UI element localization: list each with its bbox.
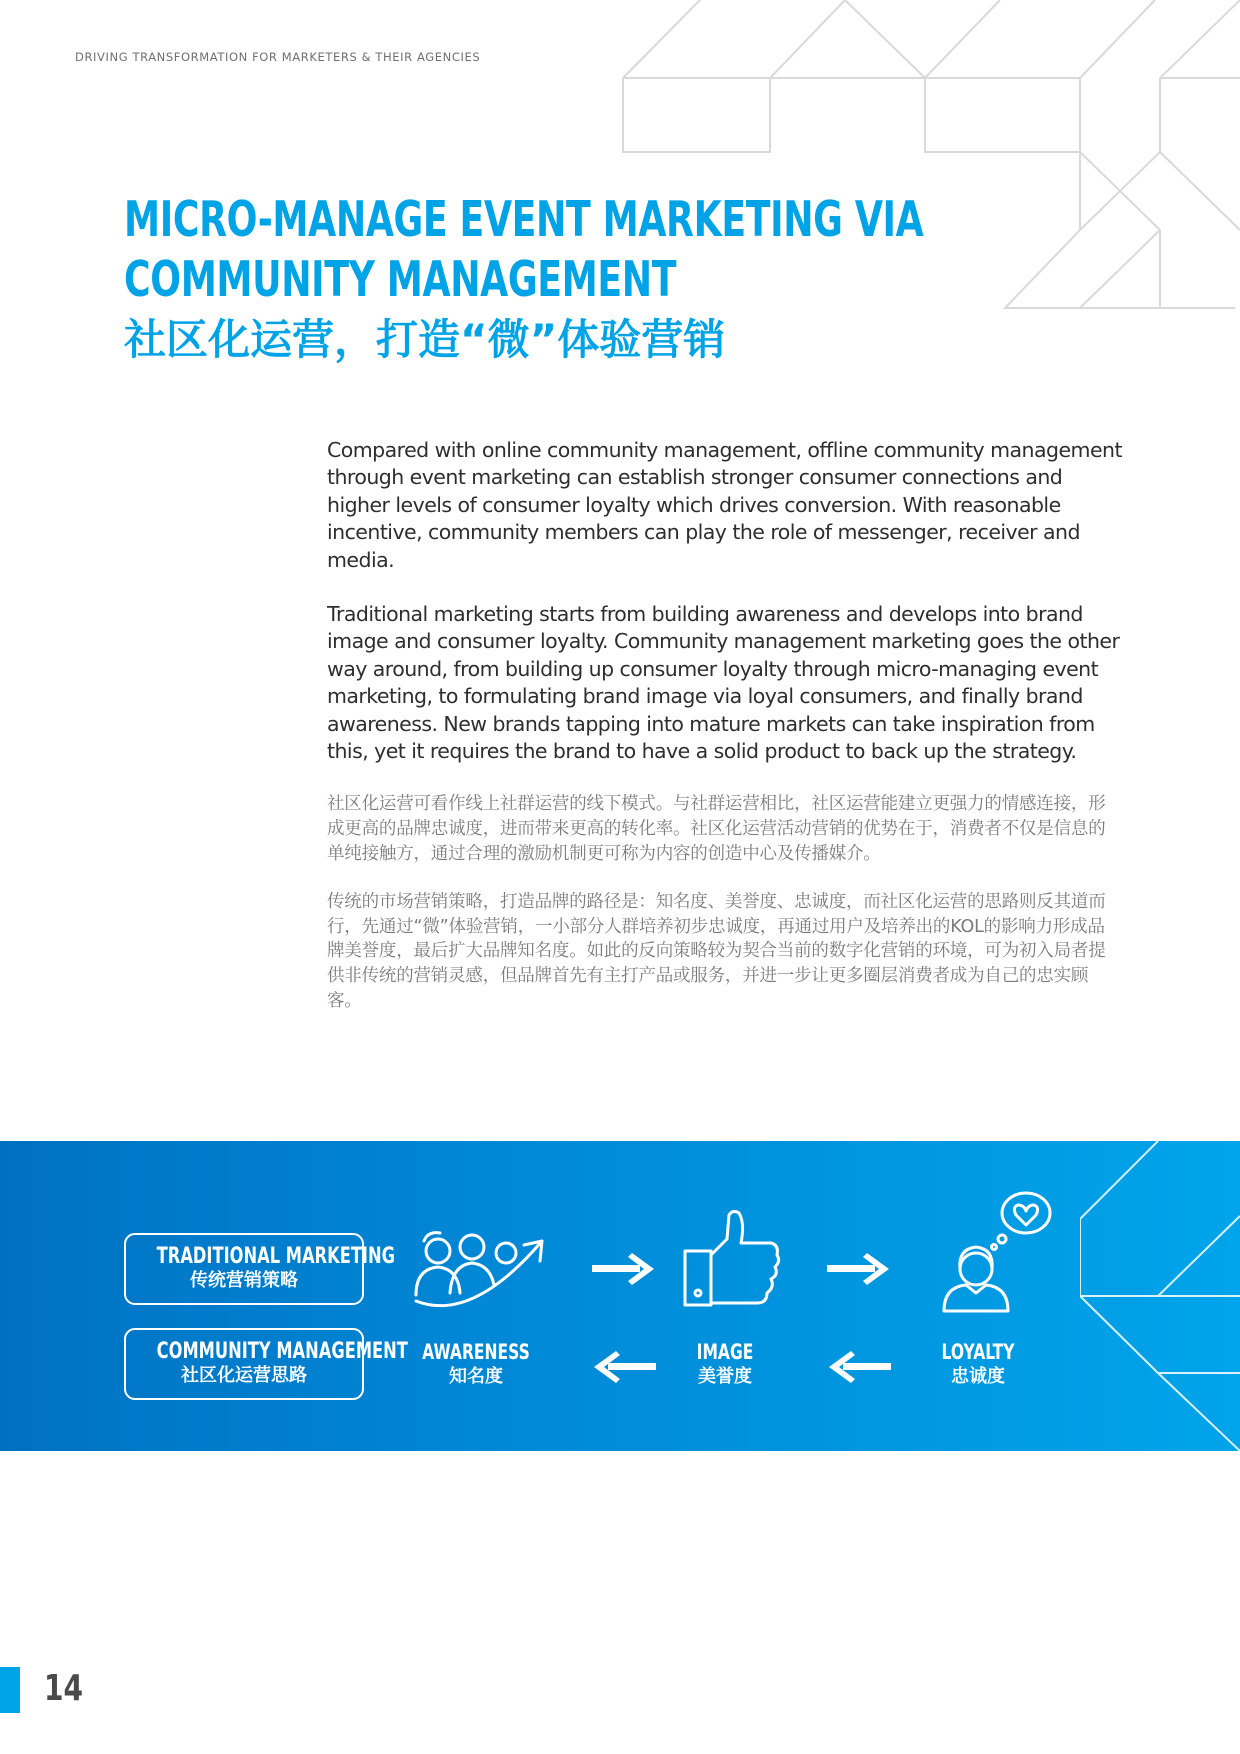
stage-image-label: IMAGE: [696, 1340, 754, 1364]
geometric-decoration-band: [1080, 1141, 1240, 1451]
body-text: [327, 437, 1122, 1037]
title-line-1: MICRO-MANAGE EVENT MARKETING VIA: [124, 191, 924, 248]
traditional-marketing-label: TRADITIONAL MARKETING: [156, 1244, 395, 1269]
thumbs-up-icon: [683, 1209, 783, 1309]
stage-image-label-cn: 美誉度: [698, 1366, 752, 1387]
marketing-path-diagram: [0, 1141, 1240, 1451]
arrow-left-icon: [827, 1347, 891, 1387]
english-paragraph-1: Compared with online community management, offline community management through event marketing can establish stronger consumer connections and higher levels of consumer loyalty which drives conversion. With reasonable incentive, community members can play the role of messenger, receiver and media.: [327, 438, 1122, 572]
english-paragraph-2: Traditional marketing starts from building awareness and develops into brand image and consumer loyalty. Community management marketing goes the other way around, from building up consumer loyalty through micro-managing event marketing, to formulating brand image via loyal consumers, and finally brand awareness. New brands tapping into mature markets can take inspiration from this, yet it requires the brand to have a solid product to back up the strategy.: [327, 602, 1120, 764]
title-block: [124, 190, 1204, 368]
traditional-marketing-box: [124, 1233, 395, 1305]
arrow-right-icon: [827, 1249, 891, 1289]
people-growth-icon: [410, 1223, 550, 1323]
chinese-paragraph-1: 社区化运营可看作线上社群运营的线下模式。与社群运营相比，社区运营能建立更强力的情感连接，形成更高的品牌忠诚度，进而带来更高的转化率。社区化运营活动营销的优势在于，消费者不仅是信息的单纯接触方，通过合理的激励机制更可称为内容的创造中心及传播媒介。: [327, 794, 1106, 864]
arrow-right-icon: [592, 1249, 656, 1289]
community-management-label-cn: 社区化运营思路: [181, 1365, 307, 1386]
running-head: DRIVING TRANSFORMATION FOR MARKETERS & THEIR AGENCIES: [75, 50, 481, 64]
community-management-box: [124, 1328, 408, 1400]
stage-awareness-label-cn: 知名度: [449, 1366, 503, 1387]
chinese-paragraph-2: 传统的市场营销策略，打造品牌的路径是：知名度、美誉度、忠诚度，而社区化运营的思路则反其道而行，先通过“微”体验营销，一小部分人群培养初步忠诚度，再通过用户及培养出的KOL的影响力形成品牌美誉度，最后扩大品牌知名度。如此的反向策略较为契合当前的数字化营销的环境，可为初入局者提供非传统的营销灵感，但品牌首先有主打产品或服务，并进一步让更多圈层消费者成为自己的忠实顾客。: [327, 892, 1106, 1011]
traditional-marketing-label-cn: 传统营销策略: [190, 1270, 298, 1291]
stage-loyalty: [898, 1340, 1058, 1388]
page-number: 14: [44, 1668, 84, 1709]
stage-awareness: [396, 1340, 556, 1388]
title-line-2: COMMUNITY MANAGEMENT: [124, 251, 677, 308]
page-marker: [0, 1667, 20, 1713]
stage-loyalty-label-cn: 忠诚度: [951, 1366, 1005, 1387]
stage-image: [645, 1340, 805, 1388]
stage-loyalty-label: LOYALTY: [941, 1340, 1015, 1364]
stage-awareness-label: AWARENESS: [422, 1340, 530, 1364]
title-chinese: 社区化运营，打造“微”体验营销: [124, 315, 726, 364]
community-management-label: COMMUNITY MANAGEMENT: [156, 1339, 408, 1364]
person-heart-icon: [940, 1185, 1060, 1315]
